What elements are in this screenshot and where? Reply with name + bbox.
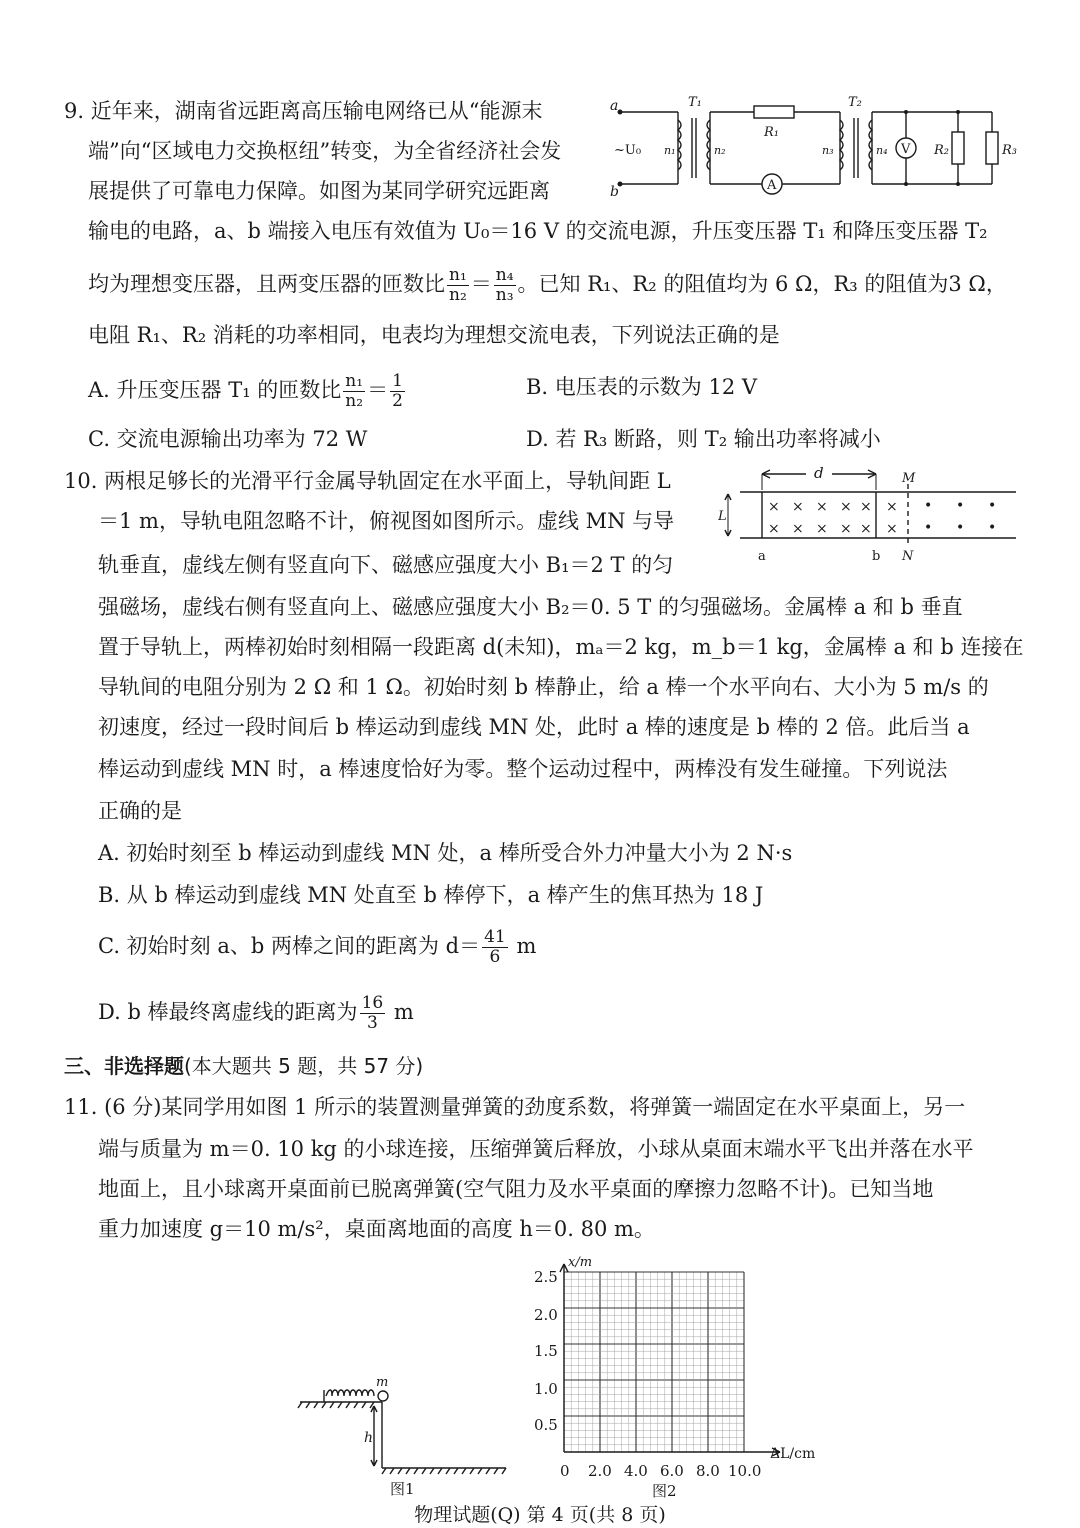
x-tick-label: 2.0 [588,1462,612,1480]
q9-line-6: 电阻 R₁、R₂ 消耗的功率相同，电表均为理想交流电表，下列说法正确的是 [88,323,780,347]
terminal-a-label: a [610,98,619,114]
page-footer: 物理试题(Q) 第 4 页(共 8 页) [414,1504,666,1526]
cross-mark: × [816,499,828,515]
x-tick-label: 4.0 [624,1462,648,1480]
cross-mark: × [886,499,898,515]
label-L: L [718,509,727,524]
dot-mark: • [956,520,965,536]
figure-1-spring-table [296,1376,516,1500]
dot-mark: • [988,498,997,514]
section-heading [64,1050,423,1079]
frac-den: 2 [392,391,403,411]
q10-line-1: 10. 两根足够长的光滑平行金属导轨固定在水平面上，导轨间距 L [64,469,671,493]
dot-mark: • [924,520,933,536]
mass-label: m [376,1376,389,1390]
option-c-fraction [482,928,508,967]
frac-den: 3 [366,1013,378,1033]
y-axis-label: x/m [568,1256,593,1270]
label-M: M [902,471,916,486]
t1-label: T₁ [688,95,702,110]
option-d-fraction [360,994,386,1033]
q10-option-d [98,994,414,1033]
q9-line-1: 9. 近年来，湖南省远距离高压输电网络已从“能源末 [64,99,543,123]
cross-mark: × [792,521,804,537]
q9-line-4: 输电的电路，a、b 端接入电压有效值为 U₀＝16 V 的交流电源，升压变压器 T₁ 和降压变压器 T₂ [88,219,988,243]
option-d-text: D. b 棒最终离虚线的距离为 [98,1000,358,1024]
ammeter-label: A [767,178,777,193]
option-a-text: A. 升压变压器 T₁ 的匝数比 [88,378,342,402]
x-tick-label: 6.0 [660,1462,684,1480]
q10-line-5: 置于导轨上，两棒初始时刻相隔一段距离 d(未知)，mₐ＝2 kg，m_b＝1 kg，金属棒 a 和 b 连接在 [98,635,1024,659]
y-tick-label: 2.5 [534,1268,558,1286]
n4-label: n₄ [876,144,888,157]
y-tick-label: 1.0 [534,1380,558,1398]
n3-label: n₃ [822,144,834,157]
q10-option-b: B. 从 b 棒运动到虚线 MN 处直至 b 棒停下，a 棒产生的焦耳热为 18 J [98,883,764,907]
q10-rails-diagram [718,460,1020,572]
cross-mark: × [816,521,828,537]
q9-circuit-diagram [608,92,1020,202]
option-a-value [390,372,405,411]
frac-num: 16 [361,993,384,1013]
option-d-unit: m [393,1000,414,1024]
dot-mark: • [956,498,965,514]
q9-option-d: D. 若 R₃ 断路，则 T₂ 输出功率将减小 [526,427,881,451]
ratio-n4-n3 [494,266,516,305]
ratio-n1-n2 [447,266,469,305]
y-tick-label: 0.5 [534,1416,558,1434]
voltmeter-label: V [901,142,911,157]
r1-label: R₁ [764,125,779,140]
q10-option-c [98,928,536,967]
label-d: d [814,464,824,482]
cross-mark: × [860,499,872,515]
option-c-text: C. 初始时刻 a、b 两棒之间的距离为 d＝ [98,934,481,958]
frac-den: n₂ [449,285,467,305]
x-tick-label: 10.0 [728,1462,762,1480]
x-tick-label: 0 [560,1462,570,1480]
q10-line-2: ＝1 m，导轨电阻忽略不计，俯视图如图所示。虚线 MN 与导 [98,509,675,533]
q9-option-a [88,372,407,411]
y-tick-label: 2.0 [534,1306,558,1324]
q10-line-8: 棒运动到虚线 MN 时，a 棒速度恰好为零。整个运动过程中，两棒没有发生碰撞。下列说法 [98,757,948,781]
option-a-ratio [343,372,365,411]
option-c-unit: m [516,934,537,958]
dot-mark: • [924,498,933,514]
q10-line-6: 导轨间的电阻分别为 2 Ω 和 1 Ω。初始时刻 b 棒静止，给 a 棒一个水平向右、大小为 5 m/s 的 [98,675,989,699]
r3-label: R₃ [1002,143,1017,158]
label-N: N [902,549,914,564]
x-tick-label: 8.0 [696,1462,720,1480]
label-a: a [758,549,766,564]
frac-den: n₃ [495,285,514,305]
dot-mark: • [988,520,997,536]
figure-1-caption: 图1 [390,1480,415,1498]
frac-num: 41 [484,927,506,947]
terminal-b-label: b [610,184,619,200]
equals-sign: ＝ [367,378,389,402]
figure-2-grid-chart [520,1256,830,1500]
source-label: ~U₀ [614,143,642,158]
equals-sign: ＝ [470,272,492,296]
r2-label: R₂ [934,143,949,158]
cross-mark: × [768,499,780,515]
q11-line-1: 11. (6 分)某同学用如图 1 所示的装置测量弹簧的劲度系数，将弹簧一端固定在水平桌面上，另一 [64,1095,966,1119]
q9-line-5-pre: 均为理想变压器，且两变压器的匝数比 [88,272,445,296]
q10-line-9: 正确的是 [98,799,182,823]
q9-line-2: 端”向“区域电力交换枢纽”转变，为全省经济社会发 [88,139,562,163]
x-axis-label: ΔL/cm [770,1446,816,1462]
cross-mark: × [768,521,780,537]
q11-line-3: 地面上，且小球离开桌面前已脱离弹簧(空气阻力及水平桌面的摩擦力忽略不计)。已知当地 [98,1177,934,1201]
n1-label: n₁ [664,144,676,157]
frac-den: 6 [489,947,501,967]
frac-num: 1 [392,371,403,391]
cross-mark: × [792,499,804,515]
t2-label: T₂ [848,95,862,110]
label-b: b [872,549,881,564]
figure-2-caption: 图2 [652,1482,677,1500]
q10-line-3: 轨垂直，虚线左侧有竖直向下、磁感应强度大小 B₁＝2 T 的匀 [98,553,674,577]
q10-option-a: A. 初始时刻至 b 棒运动到虚线 MN 处，a 棒所受合外力冲量大小为 2 N·s [98,841,793,865]
cross-mark: × [840,499,852,515]
section-title: 三、非选择题 [64,1054,184,1078]
q11-line-2: 端与质量为 m＝0. 10 kg 的小球连接，压缩弹簧后释放，小球从桌面末端水平飞出并落在水平 [98,1137,974,1161]
cross-mark: × [886,521,898,537]
q9-option-b: B. 电压表的示数为 12 V [526,375,758,399]
frac-num: n₁ [449,265,467,285]
cross-mark: × [860,521,872,537]
q9-line-3: 展提供了可靠电力保障。如图为某同学研究远距离 [88,179,550,203]
q9-option-c: C. 交流电源输出功率为 72 W [88,427,368,451]
q10-line-7: 初速度，经过一段时间后 b 棒运动到虚线 MN 处，此时 a 棒的速度是 b 棒的 2 倍。此后当 a [98,715,970,739]
section-subtitle: (本大题共 5 题，共 57 分) [184,1054,424,1078]
height-label: h [364,1430,374,1446]
n2-label: n₂ [714,144,726,157]
frac-num: n₄ [495,265,514,285]
cross-mark: × [840,521,852,537]
frac-den: n₂ [345,391,364,411]
q11-line-4: 重力加速度 g＝10 m/s²，桌面离地面的高度 h＝0. 80 m。 [98,1217,655,1241]
q9-line-5 [88,266,1007,305]
frac-num: n₁ [345,371,364,391]
q10-line-4: 强磁场，虚线右侧有竖直向上、磁感应强度大小 B₂＝0. 5 T 的匀强磁场。金属棒 a 和 b 垂直 [98,595,963,619]
y-tick-label: 1.5 [534,1342,558,1360]
q9-line-5-post: 。已知 R₁、R₂ 的阻值均为 6 Ω，R₃ 的阻值为3 Ω， [517,272,1007,296]
